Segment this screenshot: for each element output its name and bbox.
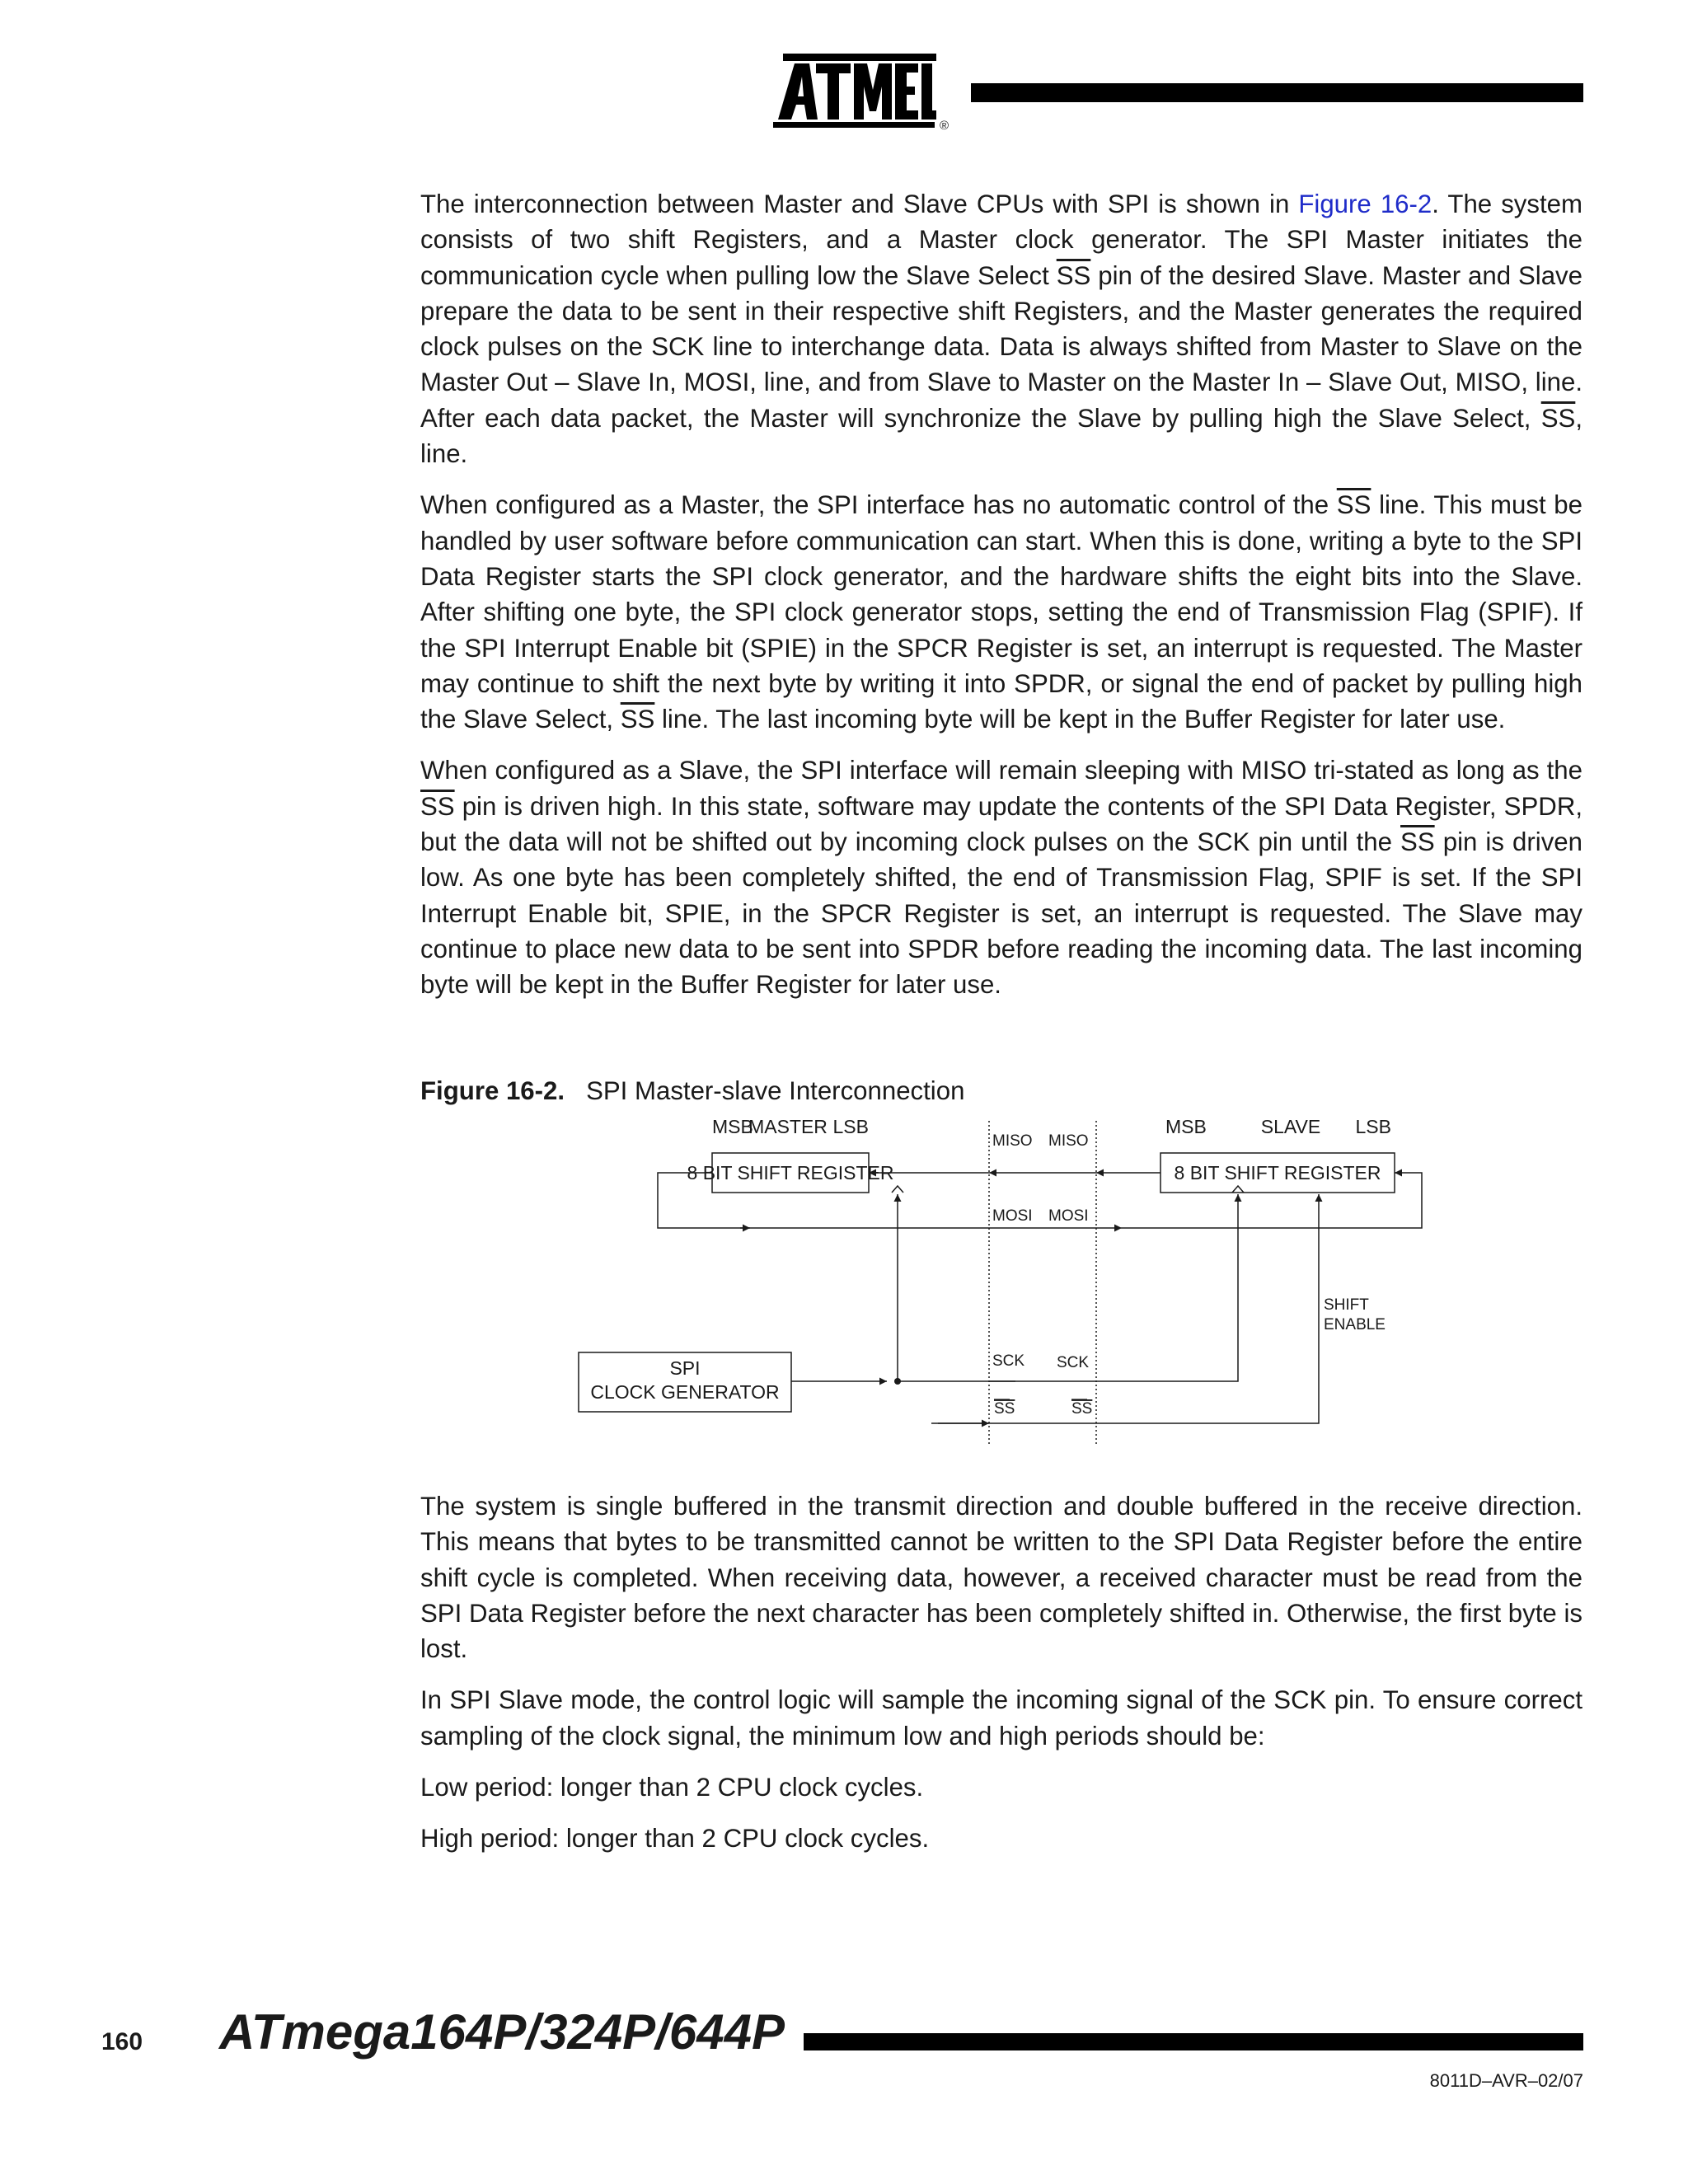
text-run: line. The last incoming byte will be kept in the Buffer Register for later use. — [654, 705, 1506, 734]
paragraph-7: High period: longer than 2 CPU clock cycles. — [420, 1824, 930, 1854]
slave-lsb-label: LSB — [1355, 1116, 1391, 1137]
footer-title: ATmega164P/324P/644P — [219, 2004, 785, 2060]
ss-signal: $\overline{SS}$ — [1336, 490, 1372, 520]
mosi-right-label: MOSI — [1048, 1207, 1089, 1225]
mosi-left-label: MOSI — [992, 1207, 1033, 1225]
atmel-logo — [773, 50, 954, 137]
sck-right-label: SCK — [1057, 1354, 1090, 1371]
slave-label: SLAVE — [1260, 1116, 1321, 1137]
ss-left-label: SS — [994, 1400, 1015, 1418]
paragraph-2 — [420, 487, 1582, 737]
body-text-lower — [420, 1488, 1582, 1872]
ss-signal: $\overline{SS}$ — [420, 791, 455, 821]
diagram-svg — [560, 1108, 1451, 1455]
text-run: The interconnection between Master and Slave CPUs with SPI is shown in — [420, 190, 1299, 218]
slave-register-label: 8 BIT SHIFT REGISTER — [1174, 1162, 1381, 1183]
master-label: MASTER — [748, 1116, 828, 1137]
clock-gen-label-1: SPI — [669, 1357, 701, 1379]
text-run: . The system consists of two shift Registers, and a Master clock generator. The SPI Master initiates the communication cycle when pulling low the Slave Select — [420, 190, 1582, 290]
miso-right-label: MISO — [1048, 1132, 1089, 1150]
ss-signal: $\overline{SS}$ — [1056, 260, 1091, 290]
master-register-label: 8 BIT SHIFT REGISTER — [687, 1162, 894, 1183]
ss-signal: $\overline{SS}$ — [1400, 827, 1435, 857]
text-run: line. This must be handled by user software before communication can start. When this is done, writing a byte to the SPI Data Register starts the SPI clock generator, and the hardware shifts the eight bits into the Slave. After shifting one byte, the SPI clock generator stops, setting the end of Transmission Flag (SPIF). If the SPI Interrupt Enable bit (SPIE) in the SPCR Register is set, an interrupt is requested. The Master may continue to shift the next byte by writing it into SPDR, or signal the end of packet by pulling high the Slave Select, — [420, 490, 1582, 734]
slave-clock-pin — [1232, 1186, 1244, 1193]
shift-label: SHIFT — [1324, 1296, 1369, 1314]
spi-interconnection-diagram — [560, 1108, 1451, 1455]
page-number: 160 — [101, 2028, 143, 2055]
header-rule — [971, 83, 1583, 102]
figure-16-2-link[interactable]: Figure 16-2 — [1298, 190, 1432, 218]
registered-mark: ® — [940, 119, 950, 133]
sck-left-label: SCK — [992, 1352, 1025, 1370]
paragraph-1 — [420, 186, 1582, 471]
text-run: pin is driven high. In this state, software may update the contents of the SPI Data Register, SPDR, but the data will not be shifted out by incoming clock pulses on the SCK pin until the — [420, 791, 1582, 857]
footer-rule — [804, 2033, 1583, 2050]
ss-signal: $\overline{SS}$ — [1540, 403, 1576, 433]
body-text — [420, 186, 1582, 1019]
atmel-logo-graphic — [773, 50, 954, 137]
ss-signal: $\overline{SS}$ — [620, 705, 655, 734]
figure-number: Figure 16-2. — [420, 1076, 565, 1105]
text-run: pin of the desired Slave. Master and Slave prepare the data to be sent in their respective shift Registers, and the Master generates the required clock pulses on the SCK line to interchange data. Data is always shifted from Master to Slave on the Master Out – Slave In, MOSI, line, and from Slave to Master on the Master In – Slave Out, MISO, line. After each data packet, the Master will synchronize the Slave by pulling high the Slave Select, — [420, 260, 1582, 433]
clock-junction-dot — [894, 1378, 901, 1385]
ss-right-label: SS — [1071, 1400, 1093, 1418]
enable-label: ENABLE — [1324, 1316, 1386, 1333]
text-run: When configured as a Slave, the SPI interface will remain sleeping with MISO tri-stated as long as the — [420, 756, 1582, 785]
doc-code: 8011D–AVR–02/07 — [1429, 2070, 1583, 2091]
text-run: When configured as a Master, the SPI interface has no automatic control of the — [420, 490, 1337, 520]
text-run: pin is driven low. As one byte has been completely shifted, the end of Transmission Flag, SPIF is set. If the SPI Interrupt Enable bit, SPIE, in the SPCR Register is set, an interrupt is requested. The Slave may continue to place new data to be sent into SPDR before reading the incoming data. The last incoming byte will be kept in the Buffer Register for later use. — [420, 827, 1582, 1000]
slave-msb-label: MSB — [1165, 1116, 1207, 1137]
master-lsb-label: LSB — [832, 1116, 869, 1137]
figure-title: SPI Master-slave Interconnection — [586, 1076, 965, 1105]
paragraph-6: Low period: longer than 2 CPU clock cycles. — [420, 1773, 924, 1802]
master-msb-label: MSB — [712, 1116, 753, 1137]
paragraph-5: In SPI Slave mode, the control logic will sample the incoming signal of the SCK pin. To ensure correct sampling of the clock signal, the minimum low and high periods should be: — [420, 1685, 1582, 1750]
paragraph-4: The system is single buffered in the transmit direction and double buffered in the receive direction. This means that bytes to be transmitted cannot be written to the SPI Data Register before the entire shift cycle is completed. When receiving data, however, a received character must be read from the SPI Data Register before the next character has been completely shifted in. Otherwise, the first byte is lost. — [420, 1492, 1582, 1664]
master-clock-pin — [892, 1186, 903, 1193]
clock-gen-label-2: CLOCK GENERATOR — [590, 1381, 780, 1403]
figure-caption — [420, 1075, 964, 1108]
miso-left-label: MISO — [992, 1132, 1033, 1150]
paragraph-3 — [420, 752, 1582, 1002]
text-run: , line. — [420, 403, 1582, 469]
